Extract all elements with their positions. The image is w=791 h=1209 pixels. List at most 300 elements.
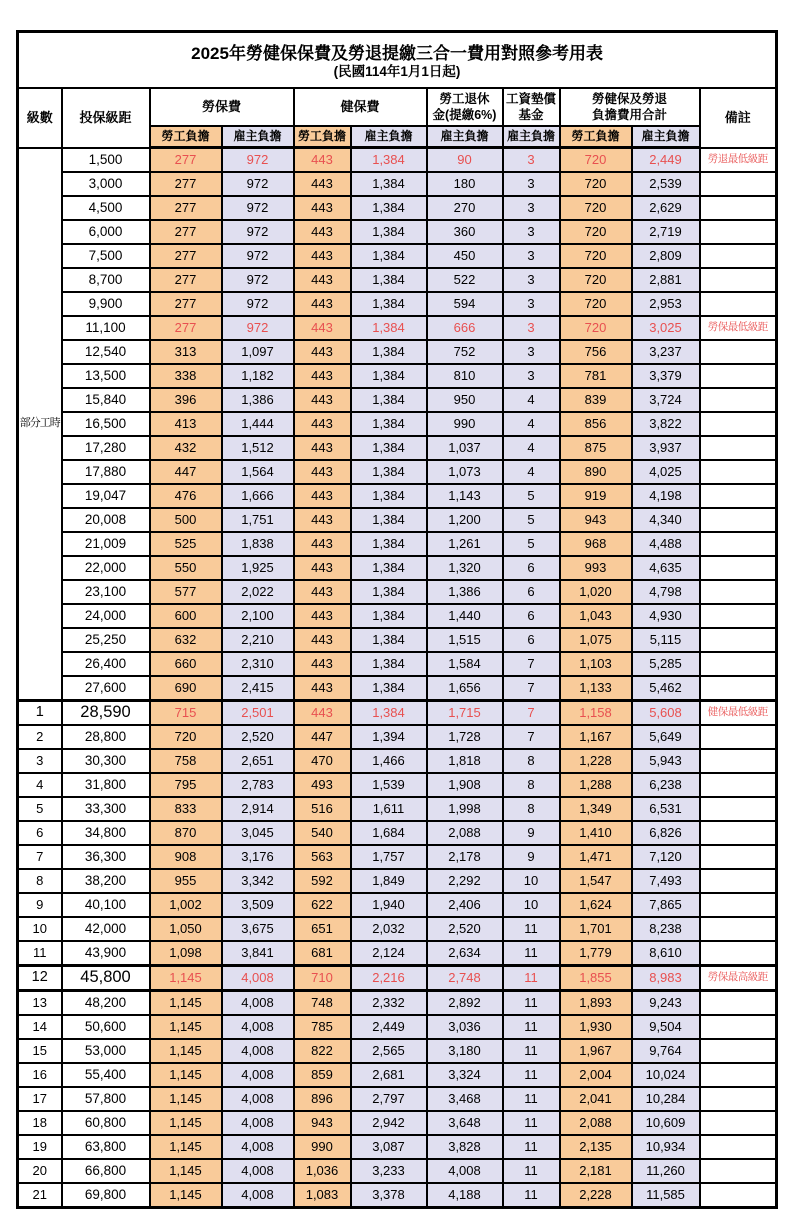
value-cell: 758 [150,749,222,773]
value-cell: 3,176 [222,845,294,869]
table-row [18,1111,777,1135]
value-cell: 4 [503,388,560,412]
level-cell: 15 [18,1039,62,1063]
remark-cell [700,580,777,604]
value-cell: 1,855 [560,966,632,991]
value-cell: 2,881 [632,268,700,292]
value-cell: 277 [150,268,222,292]
value-cell: 6 [503,604,560,628]
table-row [18,917,777,941]
remark-cell [700,893,777,917]
table-row [18,1135,777,1159]
value-cell: 1,384 [351,148,427,173]
value-cell: 1,320 [427,556,503,580]
value-cell: 1,167 [560,725,632,749]
value-cell: 1,512 [222,436,294,460]
level-cell: 9 [18,893,62,917]
value-cell: 577 [150,580,222,604]
value-cell: 7 [503,676,560,701]
value-cell: 710 [294,966,351,991]
remark-cell [700,220,777,244]
value-cell: 5,649 [632,725,700,749]
value-cell: 3 [503,196,560,220]
subheader-pension-employer: 雇主負擔 [427,126,503,148]
value-cell: 5 [503,484,560,508]
remark-cell [700,460,777,484]
value-cell: 1,384 [351,556,427,580]
header-group-row [18,88,777,126]
value-cell: 277 [150,172,222,196]
value-cell: 1,515 [427,628,503,652]
value-cell: 2,406 [427,893,503,917]
value-cell: 2,892 [427,991,503,1016]
table-row [18,292,777,316]
value-cell: 8 [503,797,560,821]
value-cell: 443 [294,340,351,364]
table-body [18,148,777,1208]
value-cell: 1,158 [560,701,632,726]
value-cell: 1,075 [560,628,632,652]
value-cell: 1,666 [222,484,294,508]
value-cell: 3 [503,172,560,196]
value-cell: 6 [503,556,560,580]
value-cell: 10 [503,869,560,893]
value-cell: 11 [503,966,560,991]
value-cell: 3,036 [427,1015,503,1039]
value-cell: 443 [294,220,351,244]
value-cell: 875 [560,436,632,460]
value-cell: 2,181 [560,1159,632,1183]
fee-table [16,30,778,1209]
value-cell: 950 [427,388,503,412]
value-cell: 2,178 [427,845,503,869]
remark-cell [700,1039,777,1063]
remark-cell [700,1015,777,1039]
value-cell: 7,865 [632,893,700,917]
bracket-cell: 36,300 [62,845,150,869]
value-cell: 2,651 [222,749,294,773]
remark-cell [700,196,777,220]
value-cell: 3,180 [427,1039,503,1063]
value-cell: 8 [503,749,560,773]
value-cell: 443 [294,364,351,388]
value-cell: 2,539 [632,172,700,196]
value-cell: 3,937 [632,436,700,460]
bracket-cell: 4,500 [62,196,150,220]
value-cell: 11 [503,941,560,966]
value-cell: 993 [560,556,632,580]
value-cell: 277 [150,316,222,340]
value-cell: 2,022 [222,580,294,604]
table-row [18,148,777,173]
table-row [18,1183,777,1208]
value-cell: 3,233 [351,1159,427,1183]
value-cell: 1,384 [351,196,427,220]
remark-cell [700,556,777,580]
value-cell: 493 [294,773,351,797]
value-cell: 7 [503,701,560,726]
value-cell: 11 [503,1039,560,1063]
subheader-total-worker: 勞工負擔 [560,126,632,148]
remark-cell [700,484,777,508]
value-cell: 2,748 [427,966,503,991]
bracket-cell: 40,100 [62,893,150,917]
value-cell: 2,520 [427,917,503,941]
value-cell: 2,135 [560,1135,632,1159]
value-cell: 313 [150,340,222,364]
value-cell: 4,008 [427,1159,503,1183]
bracket-cell: 13,500 [62,364,150,388]
bracket-cell: 50,600 [62,1015,150,1039]
value-cell: 1,145 [150,1063,222,1087]
value-cell: 3,324 [427,1063,503,1087]
value-cell: 1,384 [351,388,427,412]
value-cell: 443 [294,388,351,412]
table-row [18,580,777,604]
header-total-line1: 勞健保及勞退 [591,92,667,106]
value-cell: 1,908 [427,773,503,797]
level-cell: 5 [18,797,62,821]
value-cell: 277 [150,148,222,173]
value-cell: 4,930 [632,604,700,628]
value-cell: 1,384 [351,436,427,460]
remark-cell [700,917,777,941]
value-cell: 919 [560,484,632,508]
level-cell: 13 [18,991,62,1016]
bracket-cell: 24,000 [62,604,150,628]
value-cell: 856 [560,412,632,436]
value-cell: 822 [294,1039,351,1063]
value-cell: 622 [294,893,351,917]
value-cell: 443 [294,508,351,532]
value-cell: 6,531 [632,797,700,821]
value-cell: 1,097 [222,340,294,364]
value-cell: 1,584 [427,652,503,676]
header-health-insurance: 健保費 [294,88,427,126]
value-cell: 756 [560,340,632,364]
value-cell: 1,849 [351,869,427,893]
value-cell: 277 [150,292,222,316]
value-cell: 715 [150,701,222,726]
value-cell: 11 [503,1087,560,1111]
value-cell: 11 [503,917,560,941]
value-cell: 2,719 [632,220,700,244]
value-cell: 563 [294,845,351,869]
value-cell: 4 [503,412,560,436]
bracket-cell: 23,100 [62,580,150,604]
value-cell: 3,724 [632,388,700,412]
value-cell: 4,340 [632,508,700,532]
bracket-cell: 30,300 [62,749,150,773]
value-cell: 1,145 [150,1087,222,1111]
value-cell: 720 [560,292,632,316]
value-cell: 1,925 [222,556,294,580]
value-cell: 2,228 [560,1183,632,1208]
value-cell: 990 [294,1135,351,1159]
value-cell: 839 [560,388,632,412]
value-cell: 2,783 [222,773,294,797]
value-cell: 9,764 [632,1039,700,1063]
bracket-cell: 7,500 [62,244,150,268]
table-row [18,1159,777,1183]
value-cell: 3,828 [427,1135,503,1159]
value-cell: 2,629 [632,196,700,220]
value-cell: 1,384 [351,460,427,484]
value-cell: 781 [560,364,632,388]
value-cell: 1,145 [150,1159,222,1183]
value-cell: 3,237 [632,340,700,364]
table-row [18,220,777,244]
bracket-cell: 53,000 [62,1039,150,1063]
level-cell: 14 [18,1015,62,1039]
remark-cell [700,508,777,532]
value-cell: 8,610 [632,941,700,966]
value-cell: 443 [294,196,351,220]
value-cell: 833 [150,797,222,821]
level-cell: 4 [18,773,62,797]
header-wage-fund-line1: 工資墊償 [505,92,556,106]
table-row [18,966,777,991]
value-cell: 450 [427,244,503,268]
value-cell: 1,384 [351,628,427,652]
value-cell: 1,145 [150,991,222,1016]
value-cell: 720 [560,172,632,196]
value-cell: 11 [503,1183,560,1208]
value-cell: 1,143 [427,484,503,508]
value-cell: 9,504 [632,1015,700,1039]
value-cell: 2,953 [632,292,700,316]
remark-cell [700,725,777,749]
value-cell: 432 [150,436,222,460]
value-cell: 1,701 [560,917,632,941]
value-cell: 443 [294,484,351,508]
value-cell: 1,145 [150,1015,222,1039]
remark-cell: 勞保最低級距 [700,316,777,340]
bracket-cell: 28,590 [62,701,150,726]
value-cell: 890 [560,460,632,484]
table-row [18,1015,777,1039]
value-cell: 4,008 [222,991,294,1016]
table-row [18,845,777,869]
value-cell: 4,008 [222,1039,294,1063]
bracket-cell: 45,800 [62,966,150,991]
value-cell: 4,008 [222,1063,294,1087]
value-cell: 592 [294,869,351,893]
value-cell: 4,008 [222,1183,294,1208]
value-cell: 6,238 [632,773,700,797]
value-cell: 413 [150,412,222,436]
value-cell: 3 [503,220,560,244]
bracket-cell: 60,800 [62,1111,150,1135]
subheader-total-employer: 雇主負擔 [632,126,700,148]
remark-cell [700,821,777,845]
value-cell: 2,415 [222,676,294,701]
value-cell: 2,942 [351,1111,427,1135]
value-cell: 1,611 [351,797,427,821]
value-cell: 1,394 [351,725,427,749]
value-cell: 1,145 [150,1111,222,1135]
level-cell: 8 [18,869,62,893]
bracket-cell: 69,800 [62,1183,150,1208]
value-cell: 2,004 [560,1063,632,1087]
subheader-labor-worker: 勞工負擔 [150,126,222,148]
table-row [18,652,777,676]
value-cell: 2,032 [351,917,427,941]
value-cell: 8,238 [632,917,700,941]
value-cell: 3,822 [632,412,700,436]
value-cell: 943 [560,508,632,532]
page-subtitle: (民國114年1月1日起) [333,63,461,79]
value-cell: 5,462 [632,676,700,701]
value-cell: 1,471 [560,845,632,869]
table-row [18,797,777,821]
value-cell: 447 [294,725,351,749]
value-cell: 9,243 [632,991,700,1016]
value-cell: 1,384 [351,244,427,268]
value-cell: 972 [222,292,294,316]
value-cell: 8,983 [632,966,700,991]
value-cell: 443 [294,604,351,628]
header-total [560,88,700,126]
header-pension-line2: 金(提繳6%) [432,108,497,122]
remark-cell [700,991,777,1016]
value-cell: 11,585 [632,1183,700,1208]
value-cell: 4,008 [222,1135,294,1159]
value-cell: 908 [150,845,222,869]
value-cell: 1,036 [294,1159,351,1183]
value-cell: 3 [503,364,560,388]
remark-cell [700,845,777,869]
table-row [18,556,777,580]
value-cell: 1,998 [427,797,503,821]
value-cell: 2,332 [351,991,427,1016]
value-cell: 11 [503,1111,560,1135]
value-cell: 972 [222,220,294,244]
value-cell: 1,684 [351,821,427,845]
value-cell: 968 [560,532,632,556]
value-cell: 1,384 [351,172,427,196]
value-cell: 720 [560,268,632,292]
subheader-health-worker: 勞工負擔 [294,126,351,148]
value-cell: 1,002 [150,893,222,917]
value-cell: 1,728 [427,725,503,749]
value-cell: 1,050 [150,917,222,941]
value-cell: 859 [294,1063,351,1087]
value-cell: 1,145 [150,1039,222,1063]
bracket-cell: 43,900 [62,941,150,966]
value-cell: 3 [503,340,560,364]
value-cell: 1,083 [294,1183,351,1208]
value-cell: 810 [427,364,503,388]
value-cell: 1,043 [560,604,632,628]
subheader-health-employer: 雇主負擔 [351,126,427,148]
value-cell: 443 [294,412,351,436]
bracket-cell: 66,800 [62,1159,150,1183]
value-cell: 1,103 [560,652,632,676]
value-cell: 955 [150,869,222,893]
value-cell: 516 [294,797,351,821]
value-cell: 3,675 [222,917,294,941]
table-row [18,412,777,436]
remark-cell [700,436,777,460]
value-cell: 443 [294,268,351,292]
value-cell: 11 [503,1015,560,1039]
table-row [18,436,777,460]
value-cell: 2,797 [351,1087,427,1111]
level-cell: 20 [18,1159,62,1183]
value-cell: 1,145 [150,1183,222,1208]
value-cell: 3,087 [351,1135,427,1159]
header-bracket: 投保級距 [62,88,150,148]
value-cell: 1,384 [351,532,427,556]
value-cell: 1,098 [150,941,222,966]
value-cell: 972 [222,316,294,340]
value-cell: 1,440 [427,604,503,628]
value-cell: 1,288 [560,773,632,797]
value-cell: 2,100 [222,604,294,628]
bracket-cell: 17,880 [62,460,150,484]
value-cell: 681 [294,941,351,966]
value-cell: 651 [294,917,351,941]
value-cell: 3,509 [222,893,294,917]
value-cell: 1,384 [351,580,427,604]
value-cell: 9 [503,821,560,845]
value-cell: 972 [222,196,294,220]
value-cell: 1,967 [560,1039,632,1063]
value-cell: 443 [294,148,351,173]
value-cell: 1,384 [351,316,427,340]
value-cell: 10,934 [632,1135,700,1159]
bracket-cell: 15,840 [62,388,150,412]
value-cell: 1,384 [351,220,427,244]
value-cell: 3 [503,148,560,173]
remark-cell [700,1159,777,1183]
value-cell: 896 [294,1087,351,1111]
value-cell: 2,216 [351,966,427,991]
bracket-cell: 12,540 [62,340,150,364]
header-labor-insurance: 勞保費 [150,88,294,126]
level-cell: 17 [18,1087,62,1111]
value-cell: 1,145 [150,1135,222,1159]
table-row [18,364,777,388]
table-row [18,484,777,508]
remark-cell: 勞退最低級距 [700,148,777,173]
value-cell: 1,384 [351,268,427,292]
level-cell: 21 [18,1183,62,1208]
value-cell: 1,930 [560,1015,632,1039]
bracket-cell: 27,600 [62,676,150,701]
remark-cell [700,797,777,821]
value-cell: 540 [294,821,351,845]
header-wage-fund-line2: 基金 [518,108,544,122]
value-cell: 1,349 [560,797,632,821]
bracket-cell: 11,100 [62,316,150,340]
value-cell: 443 [294,460,351,484]
subheader-labor-employer: 雇主負擔 [222,126,294,148]
bracket-cell: 26,400 [62,652,150,676]
value-cell: 8 [503,773,560,797]
remark-cell [700,1135,777,1159]
value-cell: 277 [150,244,222,268]
value-cell: 443 [294,701,351,726]
value-cell: 2,501 [222,701,294,726]
remark-cell [700,1183,777,1208]
value-cell: 7 [503,652,560,676]
value-cell: 443 [294,436,351,460]
value-cell: 2,634 [427,941,503,966]
value-cell: 7,120 [632,845,700,869]
remark-cell [700,628,777,652]
